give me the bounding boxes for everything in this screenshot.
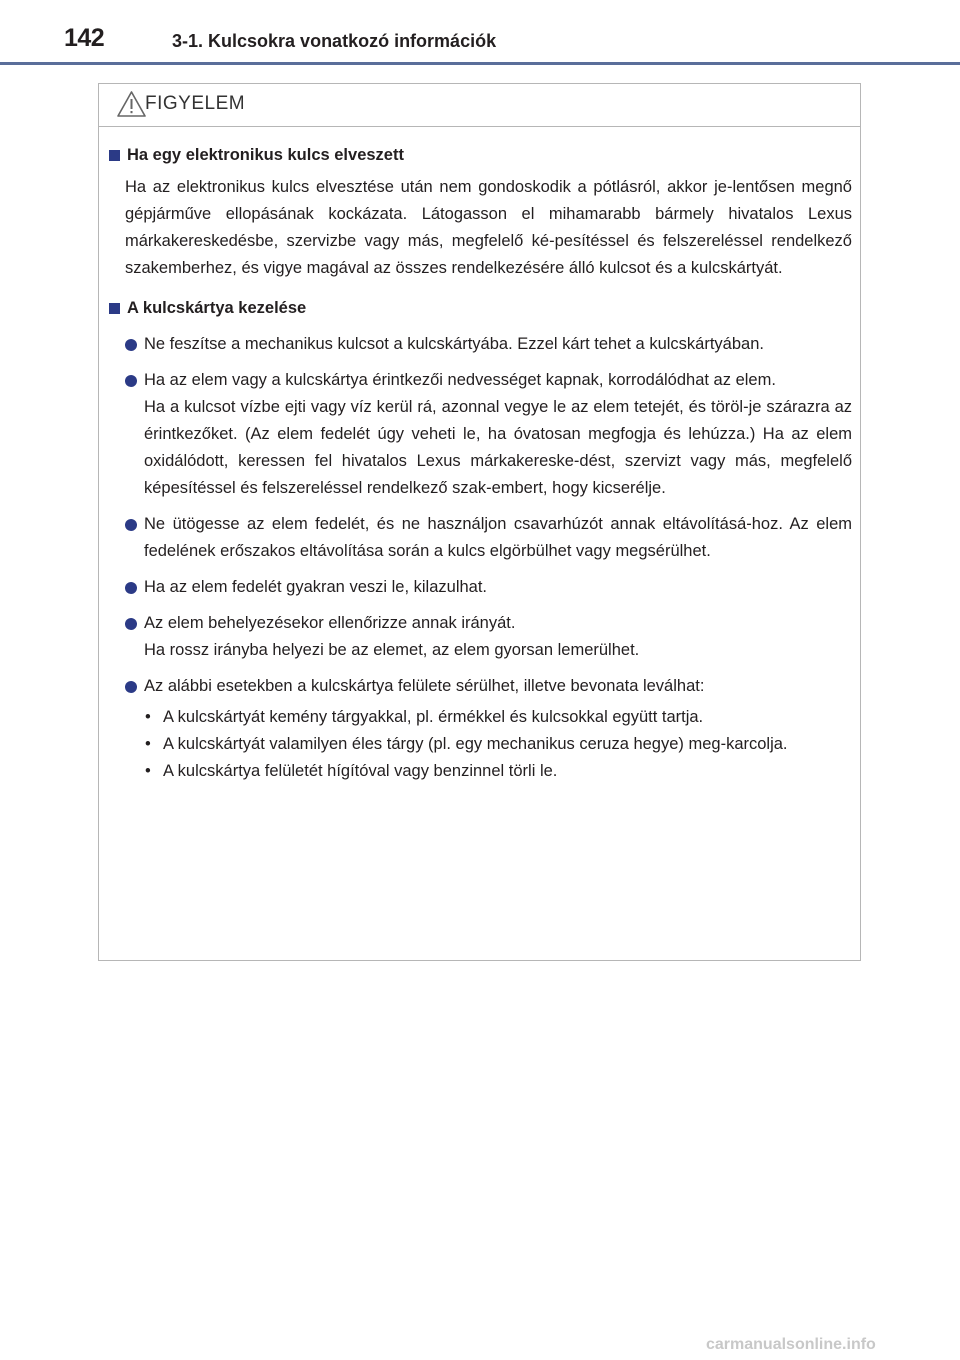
- list-item: [99, 367, 860, 502]
- section-heading: [99, 142, 860, 169]
- bullet-dot-icon: [125, 618, 137, 630]
- list-item-text: Ha az elem fedelét gyakran veszi le, kilazulhat.: [144, 578, 488, 596]
- list-item: [99, 610, 860, 664]
- warning-triangle-icon: [116, 90, 147, 118]
- sub-bullet-icon: •: [145, 708, 151, 726]
- section-paragraph: Ha az elektronikus kulcs elvesztése után nem gondoskodik a pótlásról, akkor je-lentősen megnő gépjárműve ellopásának kockázata. Látogasson el mihamarabb bármely hivatalos Lexus márkakereskedésbe, szervizbe vagy más, megfelelő ké-pesítéssel és felszereléssel rendelkező szakemberhez, és vigye magával az összes rendelkezésére álló kulcsot és a kulcskártyát.: [125, 178, 852, 277]
- warning-content: [99, 130, 860, 785]
- section-square-icon: [109, 150, 120, 161]
- section-heading-text: A kulcskártya kezelése: [127, 299, 307, 317]
- chapter-title: 3-1. Kulcsokra vonatkozó információk: [172, 31, 497, 51]
- bullet-dot-icon: [125, 375, 137, 387]
- sub-list-item-text: A kulcskártyát kemény tárgyakkal, pl. érmékkel és kulcsokkal együtt tartja.: [163, 708, 704, 726]
- sub-list-item-text: A kulcskártyát valamilyen éles tárgy (pl. egy mechanikus ceruza hegye) meg-karcolja.: [163, 735, 788, 753]
- page-header: [0, 0, 960, 68]
- sub-list-item: [99, 731, 860, 758]
- list-item-text: Az elem behelyezésekor ellenőrizze annak irányát.: [144, 614, 516, 632]
- sub-list-item: [99, 704, 860, 731]
- sub-list-item-text: A kulcskártya felületét hígítóval vagy benzinnel törli le.: [163, 762, 558, 780]
- list-item-text: Ha rossz irányba helyezi be az elemet, az elem gyorsan lemerülhet.: [144, 641, 640, 659]
- list-item-text: Az alábbi esetekben a kulcskártya felülete sérülhet, illetve bevonata leválhat:: [144, 677, 705, 695]
- bullet-dot-icon: [125, 519, 137, 531]
- sub-bullet-icon: •: [145, 735, 151, 753]
- section-heading-text: Ha egy elektronikus kulcs elveszett: [127, 146, 404, 164]
- warning-box: [98, 83, 861, 961]
- list-item-text: Ne ütögesse az elem fedelét, és ne használjon csavarhúzót annak eltávolításá-hoz. Az elem fedelének erőszakos eltávolítása során a kulcs elgörbülhet vagy megsérülhet.: [144, 515, 852, 560]
- sub-list-item: [99, 758, 860, 785]
- warning-title: FIGYELEM: [145, 93, 246, 114]
- bullet-dot-icon: [125, 339, 137, 351]
- list-item: [99, 331, 860, 358]
- section-heading: [99, 295, 860, 322]
- page-number: 142: [64, 24, 105, 52]
- list-item-text: Ha az elem vagy a kulcskártya érintkezői nedvességet kapnak, korrodálódhat az elem.: [144, 371, 776, 389]
- list-item-text: Ha a kulcsot vízbe ejti vagy víz kerül rá, azonnal vegye le az elem tetejét, és töröl-je szárazra az érintkezőket. (Az elem fedelét úgy veheti le, ha óvatosan megfogja és lehúzza.) Ha az elem oxidálódott, keressen fel hivatalos Lexus márkakereske-dést, szervizt vagy más, megfelelő képesítéssel és felszereléssel rendelkező szak-embert, hogy kicserélje.: [144, 398, 852, 497]
- list-item-text: Ne feszítse a mechanikus kulcsot a kulcskártyába. Ezzel kárt tehet a kulcskártyában.: [144, 335, 764, 353]
- warning-header: [99, 84, 860, 127]
- bullet-dot-icon: [125, 582, 137, 594]
- sub-bullet-icon: •: [145, 762, 151, 780]
- bullet-dot-icon: [125, 681, 137, 693]
- section-square-icon: [109, 303, 120, 314]
- list-item: [99, 511, 860, 565]
- list-item: [99, 673, 860, 700]
- list-item: [99, 574, 860, 601]
- watermark: carmanualsonline.info: [706, 1336, 876, 1353]
- header-rule: [0, 62, 960, 65]
